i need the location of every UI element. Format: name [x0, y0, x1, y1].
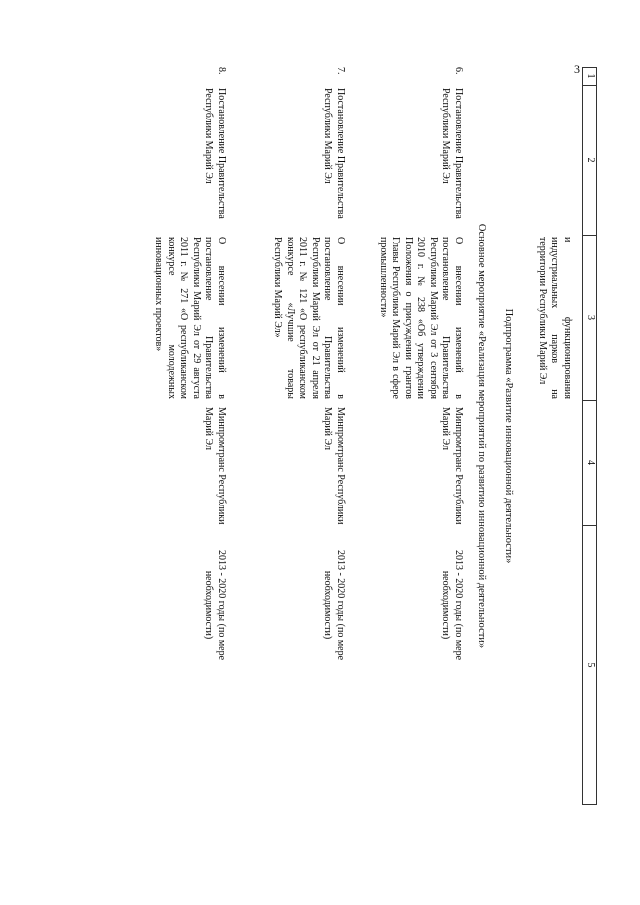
document-type: Постановление Правительства Республики Марий Эл: [203, 88, 227, 219]
executor: Минпромтранс Республики Марий Эл: [322, 407, 346, 525]
document-type: Постановление Правительства Республики Марий Эл: [440, 88, 464, 219]
header-col-2: 2: [582, 85, 597, 235]
main-event-title: Основное мероприятие «Реализация мероприятий по развитию инновационной деятельности»: [476, 223, 487, 649]
rotated-table: [102, 67, 597, 805]
page-number: 3: [574, 62, 580, 76]
row-number: 7.: [335, 67, 346, 75]
header-col-4: 4: [582, 400, 597, 525]
header-col-1: 1: [582, 67, 597, 85]
row-number: 8.: [216, 67, 227, 75]
measure-name: О внесении изменений в постановление Правительства Республики Марий Эл от 29 августа 2011 г. № 271 «О республиканском конкурсе молодежных инновационных проектов»: [153, 237, 227, 399]
column-divider: [583, 804, 597, 805]
header-col-5: 5: [582, 525, 597, 805]
column-divider: [583, 400, 597, 401]
executor: Минпромтранс Республики Марий Эл: [440, 407, 464, 525]
column-divider: [583, 525, 597, 526]
row-number: 6.: [453, 67, 464, 75]
period: 2013 - 2020 годы (по мере необходимости): [440, 549, 464, 661]
column-divider: [583, 67, 597, 68]
column-divider: [583, 235, 597, 236]
period: 2013 - 2020 годы (по мере необходимости): [322, 549, 346, 661]
header-col-3: 3: [582, 235, 597, 400]
measure-name: О внесении изменений в постановление Правительства Республики Марий Эл от 3 сентября 2010 г. № 238 «Об утверждении Положения о присуждении грантов Главы Республики Марий Эл в сфере промышленности»: [378, 237, 464, 399]
measure-name: О внесении изменений в постановление Правительства Республики Марий Эл от 21 апреля 2011 г. № 121 «О республиканском конкурсе «Лучшие товары Республики Марий Эл»: [272, 237, 346, 399]
period: 2013 - 2020 годы (по мере необходимости): [203, 549, 227, 661]
executor: Минпромтранс Республики Марий Эл: [203, 407, 227, 525]
subprogram-title: Подпрограмма «Развитие инновационной деятельности»: [503, 308, 514, 564]
continued-measure-name: и функционирования индустриальных парков на территории Республики Марий Эл: [537, 237, 573, 399]
column-divider: [583, 85, 597, 86]
document-type: Постановление Правительства Республики Марий Эл: [322, 88, 346, 219]
